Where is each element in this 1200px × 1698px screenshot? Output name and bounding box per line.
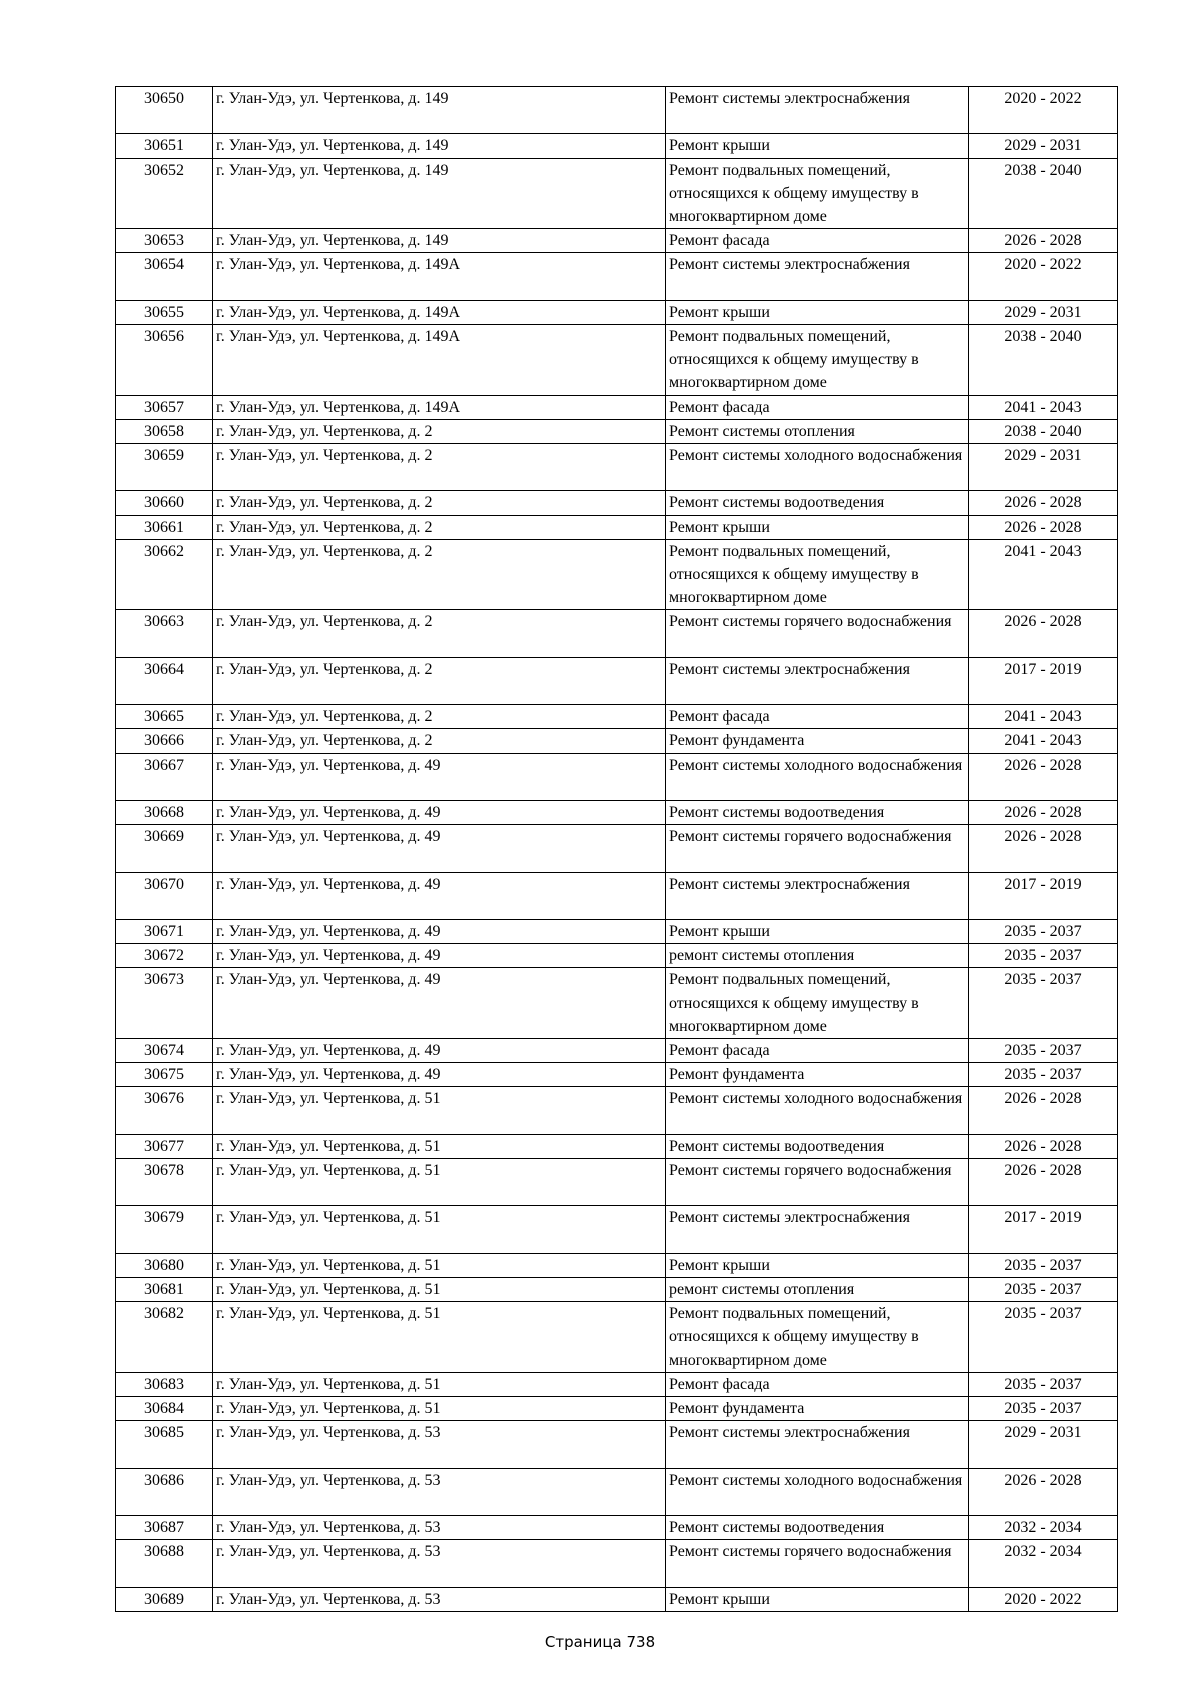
row-work-type: Ремонт подвальных помещений, относящихся к общему имуществу в многоквартирном доме [666,158,969,229]
table-row [116,1253,1118,1277]
row-address: г. Улан-Удэ, ул. Чертенкова, д. 49 [213,968,666,1039]
row-period: 2041 - 2043 [969,539,1118,610]
row-work-type: Ремонт фасада [666,395,969,419]
row-work-type: Ремонт системы отопления [666,419,969,443]
row-number: 30685 [116,1421,213,1468]
table-row [116,610,1118,657]
row-work-type: ремонт системы отопления [666,1277,969,1301]
row-period: 2029 - 2031 [969,444,1118,491]
row-number: 30658 [116,419,213,443]
row-period: 2017 - 2019 [969,1206,1118,1253]
row-number: 30671 [116,919,213,943]
row-number: 30651 [116,134,213,158]
row-number: 30675 [116,1063,213,1087]
table-row [116,753,1118,800]
table-row [116,1372,1118,1396]
row-period: 2020 - 2022 [969,253,1118,300]
row-work-type: Ремонт крыши [666,1587,969,1611]
row-work-type: Ремонт системы электроснабжения [666,1421,969,1468]
row-period: 2026 - 2028 [969,753,1118,800]
row-period: 2026 - 2028 [969,1134,1118,1158]
row-address: г. Улан-Удэ, ул. Чертенкова, д. 2 [213,419,666,443]
row-period: 2035 - 2037 [969,1372,1118,1396]
row-address: г. Улан-Удэ, ул. Чертенкова, д. 2 [213,515,666,539]
row-period: 2035 - 2037 [969,944,1118,968]
row-period: 2035 - 2037 [969,1277,1118,1301]
row-number: 30676 [116,1087,213,1134]
row-number: 30655 [116,300,213,324]
table-row [116,1302,1118,1373]
table-row [116,87,1118,134]
row-work-type: Ремонт фундамента [666,1063,969,1087]
table-row [116,705,1118,729]
repair-schedule-table [115,86,1118,1612]
row-number: 30657 [116,395,213,419]
row-number: 30659 [116,444,213,491]
row-number: 30678 [116,1159,213,1206]
row-number: 30660 [116,491,213,515]
row-work-type: Ремонт системы горячего водоснабжения [666,1159,969,1206]
row-address: г. Улан-Удэ, ул. Чертенкова, д. 51 [213,1372,666,1396]
row-work-type: Ремонт подвальных помещений, относящихся к общему имуществу в многоквартирном доме [666,325,969,396]
row-number: 30680 [116,1253,213,1277]
row-period: 2017 - 2019 [969,872,1118,919]
row-work-type: Ремонт системы водоотведения [666,1134,969,1158]
row-number: 30679 [116,1206,213,1253]
row-address: г. Улан-Удэ, ул. Чертенкова, д. 149А [213,395,666,419]
row-period: 2026 - 2028 [969,1087,1118,1134]
table-row [116,919,1118,943]
row-period: 2035 - 2037 [969,1397,1118,1421]
table-row [116,657,1118,704]
row-number: 30653 [116,229,213,253]
row-period: 2041 - 2043 [969,705,1118,729]
row-work-type: Ремонт фасада [666,229,969,253]
table-row [116,515,1118,539]
table-row [116,300,1118,324]
row-work-type: Ремонт системы горячего водоснабжения [666,1540,969,1587]
table-body [116,87,1118,1612]
row-period: 2035 - 2037 [969,968,1118,1039]
row-address: г. Улан-Удэ, ул. Чертенкова, д. 2 [213,729,666,753]
row-work-type: Ремонт крыши [666,1253,969,1277]
row-number: 30686 [116,1468,213,1515]
row-address: г. Улан-Удэ, ул. Чертенкова, д. 2 [213,444,666,491]
row-period: 2035 - 2037 [969,1063,1118,1087]
row-work-type: Ремонт фасада [666,1372,969,1396]
row-number: 30673 [116,968,213,1039]
table-row [116,968,1118,1039]
row-address: г. Улан-Удэ, ул. Чертенкова, д. 149 [213,229,666,253]
table-row [116,444,1118,491]
table-row [116,1277,1118,1301]
row-work-type: Ремонт фасада [666,1039,969,1063]
row-address: г. Улан-Удэ, ул. Чертенкова, д. 2 [213,657,666,704]
row-work-type: Ремонт крыши [666,300,969,324]
row-period: 2020 - 2022 [969,87,1118,134]
row-work-type: Ремонт системы горячего водоснабжения [666,825,969,872]
row-address: г. Улан-Удэ, ул. Чертенкова, д. 49 [213,825,666,872]
row-address: г. Улан-Удэ, ул. Чертенкова, д. 149А [213,325,666,396]
table-row [116,825,1118,872]
row-period: 2035 - 2037 [969,1039,1118,1063]
row-number: 30672 [116,944,213,968]
row-address: г. Улан-Удэ, ул. Чертенкова, д. 49 [213,753,666,800]
table-row [116,325,1118,396]
table-row [116,539,1118,610]
row-work-type: Ремонт системы холодного водоснабжения [666,444,969,491]
row-period: 2038 - 2040 [969,158,1118,229]
row-number: 30662 [116,539,213,610]
row-address: г. Улан-Удэ, ул. Чертенкова, д. 51 [213,1134,666,1158]
table-row [116,419,1118,443]
row-period: 2026 - 2028 [969,1468,1118,1515]
row-number: 30684 [116,1397,213,1421]
table-row [116,944,1118,968]
row-number: 30688 [116,1540,213,1587]
row-address: г. Улан-Удэ, ул. Чертенкова, д. 149 [213,134,666,158]
row-work-type: Ремонт фасада [666,705,969,729]
row-address: г. Улан-Удэ, ул. Чертенкова, д. 2 [213,491,666,515]
table-row [116,872,1118,919]
row-period: 2032 - 2034 [969,1540,1118,1587]
row-address: г. Улан-Удэ, ул. Чертенкова, д. 53 [213,1540,666,1587]
row-number: 30670 [116,872,213,919]
row-address: г. Улан-Удэ, ул. Чертенкова, д. 149 [213,87,666,134]
row-number: 30656 [116,325,213,396]
row-number: 30669 [116,825,213,872]
row-period: 2029 - 2031 [969,134,1118,158]
row-number: 30665 [116,705,213,729]
row-number: 30667 [116,753,213,800]
row-address: г. Улан-Удэ, ул. Чертенкова, д. 149 [213,158,666,229]
row-address: г. Улан-Удэ, ул. Чертенкова, д. 53 [213,1587,666,1611]
row-address: г. Улан-Удэ, ул. Чертенкова, д. 51 [213,1277,666,1301]
row-work-type: Ремонт системы горячего водоснабжения [666,610,969,657]
table-row [116,1134,1118,1158]
row-address: г. Улан-Удэ, ул. Чертенкова, д. 49 [213,1039,666,1063]
row-address: г. Улан-Удэ, ул. Чертенкова, д. 2 [213,539,666,610]
row-address: г. Улан-Удэ, ул. Чертенкова, д. 49 [213,872,666,919]
row-period: 2035 - 2037 [969,1253,1118,1277]
row-address: г. Улан-Удэ, ул. Чертенкова, д. 51 [213,1159,666,1206]
row-address: г. Улан-Удэ, ул. Чертенкова, д. 51 [213,1087,666,1134]
page-number: Страница 738 [544,1633,656,1651]
table-row [116,134,1118,158]
row-number: 30687 [116,1515,213,1539]
row-address: г. Улан-Удэ, ул. Чертенкова, д. 149А [213,300,666,324]
row-work-type: Ремонт фундамента [666,1397,969,1421]
row-number: 30661 [116,515,213,539]
row-work-type: Ремонт подвальных помещений, относящихся к общему имуществу в многоквартирном доме [666,539,969,610]
row-period: 2026 - 2028 [969,515,1118,539]
table-row [116,1087,1118,1134]
row-number: 30677 [116,1134,213,1158]
table-row [116,1515,1118,1539]
row-work-type: Ремонт системы электроснабжения [666,87,969,134]
table-row [116,1063,1118,1087]
row-period: 2026 - 2028 [969,801,1118,825]
table-row [116,229,1118,253]
row-work-type: Ремонт крыши [666,134,969,158]
table-row [116,1468,1118,1515]
row-work-type: Ремонт системы электроснабжения [666,253,969,300]
row-number: 30663 [116,610,213,657]
table-row [116,158,1118,229]
row-period: 2041 - 2043 [969,395,1118,419]
row-period: 2026 - 2028 [969,1159,1118,1206]
table-row [116,801,1118,825]
row-address: г. Улан-Удэ, ул. Чертенкова, д. 51 [213,1302,666,1373]
row-number: 30654 [116,253,213,300]
row-number: 30668 [116,801,213,825]
row-address: г. Улан-Удэ, ул. Чертенкова, д. 51 [213,1397,666,1421]
table-row [116,491,1118,515]
row-period: 2026 - 2028 [969,825,1118,872]
row-address: г. Улан-Удэ, ул. Чертенкова, д. 53 [213,1515,666,1539]
row-work-type: Ремонт крыши [666,919,969,943]
row-number: 30683 [116,1372,213,1396]
row-period: 2035 - 2037 [969,919,1118,943]
table-row [116,1540,1118,1587]
table-row [116,395,1118,419]
table-row [116,253,1118,300]
row-period: 2029 - 2031 [969,300,1118,324]
row-work-type: Ремонт системы электроснабжения [666,657,969,704]
row-address: г. Улан-Удэ, ул. Чертенкова, д. 53 [213,1421,666,1468]
row-number: 30681 [116,1277,213,1301]
row-period: 2038 - 2040 [969,419,1118,443]
row-period: 2029 - 2031 [969,1421,1118,1468]
table-row [116,1206,1118,1253]
row-work-type: Ремонт системы холодного водоснабжения [666,753,969,800]
row-work-type: ремонт системы отопления [666,944,969,968]
row-work-type: Ремонт системы электроснабжения [666,1206,969,1253]
row-address: г. Улан-Удэ, ул. Чертенкова, д. 49 [213,1063,666,1087]
row-work-type: Ремонт системы водоотведения [666,491,969,515]
row-number: 30674 [116,1039,213,1063]
row-address: г. Улан-Удэ, ул. Чертенкова, д. 51 [213,1206,666,1253]
row-work-type: Ремонт подвальных помещений, относящихся к общему имуществу в многоквартирном доме [666,968,969,1039]
row-number: 30682 [116,1302,213,1373]
row-period: 2038 - 2040 [969,325,1118,396]
row-period: 2026 - 2028 [969,610,1118,657]
row-period: 2035 - 2037 [969,1302,1118,1373]
table-row [116,1039,1118,1063]
row-work-type: Ремонт крыши [666,515,969,539]
row-address: г. Улан-Удэ, ул. Чертенкова, д. 49 [213,944,666,968]
row-number: 30689 [116,1587,213,1611]
row-period: 2020 - 2022 [969,1587,1118,1611]
table-row [116,1587,1118,1611]
row-period: 2041 - 2043 [969,729,1118,753]
row-address: г. Улан-Удэ, ул. Чертенкова, д. 2 [213,705,666,729]
row-period: 2017 - 2019 [969,657,1118,704]
row-work-type: Ремонт системы водоотведения [666,1515,969,1539]
row-work-type: Ремонт системы холодного водоснабжения [666,1468,969,1515]
row-address: г. Улан-Удэ, ул. Чертенкова, д. 53 [213,1468,666,1515]
row-period: 2026 - 2028 [969,491,1118,515]
row-address: г. Улан-Удэ, ул. Чертенкова, д. 51 [213,1253,666,1277]
table-row [116,1421,1118,1468]
row-period: 2026 - 2028 [969,229,1118,253]
row-address: г. Улан-Удэ, ул. Чертенкова, д. 2 [213,610,666,657]
row-work-type: Ремонт системы холодного водоснабжения [666,1087,969,1134]
row-work-type: Ремонт системы электроснабжения [666,872,969,919]
row-address: г. Улан-Удэ, ул. Чертенкова, д. 149А [213,253,666,300]
row-address: г. Улан-Удэ, ул. Чертенкова, д. 49 [213,801,666,825]
row-work-type: Ремонт подвальных помещений, относящихся к общему имуществу в многоквартирном доме [666,1302,969,1373]
row-number: 30652 [116,158,213,229]
row-work-type: Ремонт фундамента [666,729,969,753]
row-address: г. Улан-Удэ, ул. Чертенкова, д. 49 [213,919,666,943]
table-row [116,729,1118,753]
table-row [116,1397,1118,1421]
row-number: 30666 [116,729,213,753]
row-number: 30650 [116,87,213,134]
row-work-type: Ремонт системы водоотведения [666,801,969,825]
table-row [116,1159,1118,1206]
row-period: 2032 - 2034 [969,1515,1118,1539]
row-number: 30664 [116,657,213,704]
